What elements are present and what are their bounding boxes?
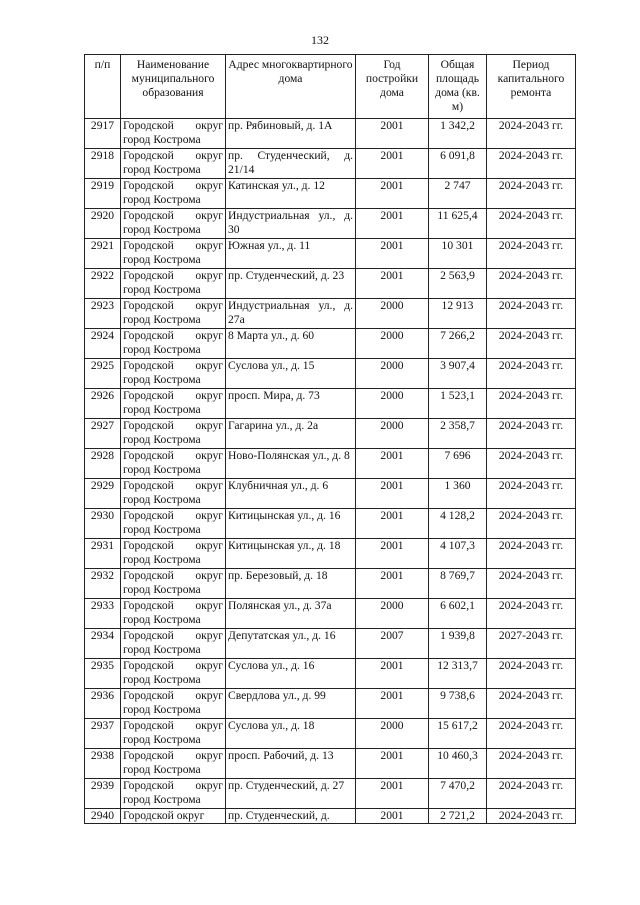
cell-period: 2024-2043 гг.	[487, 809, 576, 824]
table-row	[85, 659, 576, 689]
cell-address: просп. Мира, д. 73	[226, 389, 356, 419]
table-row	[85, 209, 576, 239]
cell-area: 1 939,8	[429, 629, 487, 659]
cell-address: Суслова ул., д. 16	[226, 659, 356, 689]
table-row	[85, 569, 576, 599]
table-row	[85, 269, 576, 299]
cell-year: 2000	[356, 419, 429, 449]
cell-year: 2001	[356, 809, 429, 824]
cell-municipality: Городской округ город Кострома	[121, 449, 226, 479]
cell-period: 2024-2043 гг.	[487, 689, 576, 719]
cell-municipality: Городской округ город Кострома	[121, 779, 226, 809]
cell-num: 2934	[85, 629, 121, 659]
cell-period: 2024-2043 гг.	[487, 119, 576, 149]
cell-year: 2000	[356, 299, 429, 329]
table-row	[85, 179, 576, 209]
cell-address: Индустриальная ул., д. 30	[226, 209, 356, 239]
cell-year: 2001	[356, 239, 429, 269]
table-row	[85, 359, 576, 389]
cell-num: 2933	[85, 599, 121, 629]
cell-address: пр. Студенческий, д.	[226, 809, 356, 824]
cell-area: 7 266,2	[429, 329, 487, 359]
cell-area: 1 342,2	[429, 119, 487, 149]
cell-period: 2024-2043 гг.	[487, 719, 576, 749]
header-address: Адрес многоквартирного дома	[226, 55, 356, 119]
cell-num: 2925	[85, 359, 121, 389]
cell-num: 2931	[85, 539, 121, 569]
cell-area: 2 721,2	[429, 809, 487, 824]
cell-address: Индустриальная ул., д. 27а	[226, 299, 356, 329]
cell-period: 2024-2043 гг.	[487, 299, 576, 329]
cell-year: 2001	[356, 569, 429, 599]
cell-period: 2024-2043 гг.	[487, 479, 576, 509]
table-row	[85, 329, 576, 359]
header-year: Год постройки дома	[356, 55, 429, 119]
cell-area: 2 358,7	[429, 419, 487, 449]
cell-year: 2001	[356, 269, 429, 299]
cell-year: 2000	[356, 599, 429, 629]
table-row	[85, 449, 576, 479]
cell-municipality: Городской округ город Кострома	[121, 269, 226, 299]
cell-municipality: Городской округ город Кострома	[121, 359, 226, 389]
cell-num: 2924	[85, 329, 121, 359]
cell-address: просп. Рабочий, д. 13	[226, 749, 356, 779]
cell-address: Китицынская ул., д. 16	[226, 509, 356, 539]
cell-area: 6 091,8	[429, 149, 487, 179]
cell-area: 10 301	[429, 239, 487, 269]
cell-area: 7 470,2	[429, 779, 487, 809]
cell-area: 9 738,6	[429, 689, 487, 719]
cell-period: 2024-2043 гг.	[487, 449, 576, 479]
cell-period: 2024-2043 гг.	[487, 509, 576, 539]
cell-num: 2932	[85, 569, 121, 599]
table-row	[85, 119, 576, 149]
apartment-buildings-table	[84, 54, 576, 824]
cell-area: 4 107,3	[429, 539, 487, 569]
cell-municipality: Городской округ город Кострома	[121, 569, 226, 599]
cell-year: 2000	[356, 389, 429, 419]
cell-address: Катинская ул., д. 12	[226, 179, 356, 209]
cell-municipality: Городской округ город Кострома	[121, 149, 226, 179]
cell-period: 2024-2043 гг.	[487, 179, 576, 209]
cell-address: Депутатская ул., д. 16	[226, 629, 356, 659]
cell-period: 2024-2043 гг.	[487, 329, 576, 359]
cell-year: 2007	[356, 629, 429, 659]
cell-address: Клубничная ул., д. 6	[226, 479, 356, 509]
cell-area: 6 602,1	[429, 599, 487, 629]
cell-period: 2024-2043 гг.	[487, 269, 576, 299]
cell-num: 2928	[85, 449, 121, 479]
cell-year: 2001	[356, 779, 429, 809]
cell-year: 2001	[356, 749, 429, 779]
cell-municipality: Городской округ город Кострома	[121, 329, 226, 359]
cell-year: 2001	[356, 119, 429, 149]
cell-area: 15 617,2	[429, 719, 487, 749]
cell-municipality: Городской округ город Кострома	[121, 689, 226, 719]
table-row	[85, 509, 576, 539]
cell-municipality: Городской округ город Кострома	[121, 389, 226, 419]
cell-period: 2027-2043 гг.	[487, 629, 576, 659]
cell-year: 2000	[356, 359, 429, 389]
cell-address: пр. Студенческий, д. 23	[226, 269, 356, 299]
cell-address: Суслова ул., д. 18	[226, 719, 356, 749]
table-row	[85, 779, 576, 809]
cell-num: 2929	[85, 479, 121, 509]
cell-area: 11 625,4	[429, 209, 487, 239]
cell-year: 2001	[356, 479, 429, 509]
page-number: 132	[311, 33, 329, 47]
cell-address: пр. Студенческий, д. 21/14	[226, 149, 356, 179]
cell-num: 2937	[85, 719, 121, 749]
cell-municipality: Городской округ город Кострома	[121, 719, 226, 749]
cell-period: 2024-2043 гг.	[487, 389, 576, 419]
table-row	[85, 419, 576, 449]
cell-area: 1 523,1	[429, 389, 487, 419]
cell-area: 12 313,7	[429, 659, 487, 689]
cell-num: 2926	[85, 389, 121, 419]
cell-num: 2935	[85, 659, 121, 689]
table-row	[85, 299, 576, 329]
cell-area: 4 128,2	[429, 509, 487, 539]
cell-num: 2938	[85, 749, 121, 779]
cell-area: 2 563,9	[429, 269, 487, 299]
table-row	[85, 749, 576, 779]
header-period: Период капитального ремонта	[487, 55, 576, 119]
cell-area: 7 696	[429, 449, 487, 479]
cell-municipality: Городской округ город Кострома	[121, 299, 226, 329]
cell-period: 2024-2043 гг.	[487, 239, 576, 269]
cell-num: 2927	[85, 419, 121, 449]
cell-num: 2936	[85, 689, 121, 719]
cell-address: Суслова ул., д. 15	[226, 359, 356, 389]
cell-num: 2920	[85, 209, 121, 239]
cell-num: 2919	[85, 179, 121, 209]
table-row	[85, 599, 576, 629]
cell-address: Свердлова ул., д. 99	[226, 689, 356, 719]
cell-year: 2000	[356, 329, 429, 359]
cell-period: 2024-2043 гг.	[487, 539, 576, 569]
cell-area: 12 913	[429, 299, 487, 329]
cell-address: Китицынская ул., д. 18	[226, 539, 356, 569]
cell-municipality: Городской округ город Кострома	[121, 509, 226, 539]
cell-municipality: Городской округ город Кострома	[121, 749, 226, 779]
cell-year: 2001	[356, 689, 429, 719]
cell-period: 2024-2043 гг.	[487, 779, 576, 809]
cell-address: Полянская ул., д. 37а	[226, 599, 356, 629]
cell-municipality: Городской округ	[121, 809, 226, 824]
cell-municipality: Городской округ город Кострома	[121, 479, 226, 509]
cell-municipality: Городской округ город Кострома	[121, 629, 226, 659]
table-header-row	[85, 55, 576, 119]
cell-address: Ново-Полянская ул., д. 8	[226, 449, 356, 479]
cell-year: 2001	[356, 659, 429, 689]
header-municipality: Наименование муниципального образования	[121, 55, 226, 119]
cell-municipality: Городской округ город Кострома	[121, 119, 226, 149]
cell-period: 2024-2043 гг.	[487, 419, 576, 449]
cell-area: 3 907,4	[429, 359, 487, 389]
table-row	[85, 479, 576, 509]
cell-municipality: Городской округ город Кострома	[121, 539, 226, 569]
cell-num: 2918	[85, 149, 121, 179]
cell-num: 2922	[85, 269, 121, 299]
cell-address: 8 Марта ул., д. 60	[226, 329, 356, 359]
table-row	[85, 539, 576, 569]
cell-num: 2917	[85, 119, 121, 149]
table-row	[85, 149, 576, 179]
cell-municipality: Городской округ город Кострома	[121, 179, 226, 209]
cell-address: пр. Студенческий, д. 27	[226, 779, 356, 809]
table-row	[85, 719, 576, 749]
cell-address: Гагарина ул., д. 2а	[226, 419, 356, 449]
cell-year: 2001	[356, 509, 429, 539]
cell-num: 2940	[85, 809, 121, 824]
cell-year: 2001	[356, 209, 429, 239]
table-row	[85, 809, 576, 824]
table-row	[85, 689, 576, 719]
header-num: п/п	[85, 55, 121, 119]
cell-municipality: Городской округ город Кострома	[121, 239, 226, 269]
cell-year: 2001	[356, 539, 429, 569]
cell-area: 8 769,7	[429, 569, 487, 599]
cell-area: 2 747	[429, 179, 487, 209]
cell-area: 10 460,3	[429, 749, 487, 779]
cell-period: 2024-2043 гг.	[487, 149, 576, 179]
cell-municipality: Городской округ город Кострома	[121, 659, 226, 689]
cell-period: 2024-2043 гг.	[487, 659, 576, 689]
cell-municipality: Городской округ город Кострома	[121, 209, 226, 239]
cell-num: 2930	[85, 509, 121, 539]
cell-year: 2000	[356, 719, 429, 749]
cell-num: 2939	[85, 779, 121, 809]
cell-period: 2024-2043 гг.	[487, 599, 576, 629]
cell-period: 2024-2043 гг.	[487, 359, 576, 389]
cell-year: 2001	[356, 179, 429, 209]
table-row	[85, 239, 576, 269]
cell-address: Южная ул., д. 11	[226, 239, 356, 269]
cell-address: пр. Березовый, д. 18	[226, 569, 356, 599]
cell-municipality: Городской округ город Кострома	[121, 599, 226, 629]
cell-municipality: Городской округ город Кострома	[121, 419, 226, 449]
cell-period: 2024-2043 гг.	[487, 749, 576, 779]
cell-area: 1 360	[429, 479, 487, 509]
cell-period: 2024-2043 гг.	[487, 209, 576, 239]
table-body	[85, 119, 576, 824]
cell-period: 2024-2043 гг.	[487, 569, 576, 599]
table-row	[85, 389, 576, 419]
table-row	[85, 629, 576, 659]
cell-year: 2001	[356, 149, 429, 179]
cell-year: 2001	[356, 449, 429, 479]
cell-num: 2923	[85, 299, 121, 329]
header-area: Общая площадь дома (кв. м)	[429, 55, 487, 119]
cell-address: пр. Рябиновый, д. 1А	[226, 119, 356, 149]
cell-num: 2921	[85, 239, 121, 269]
